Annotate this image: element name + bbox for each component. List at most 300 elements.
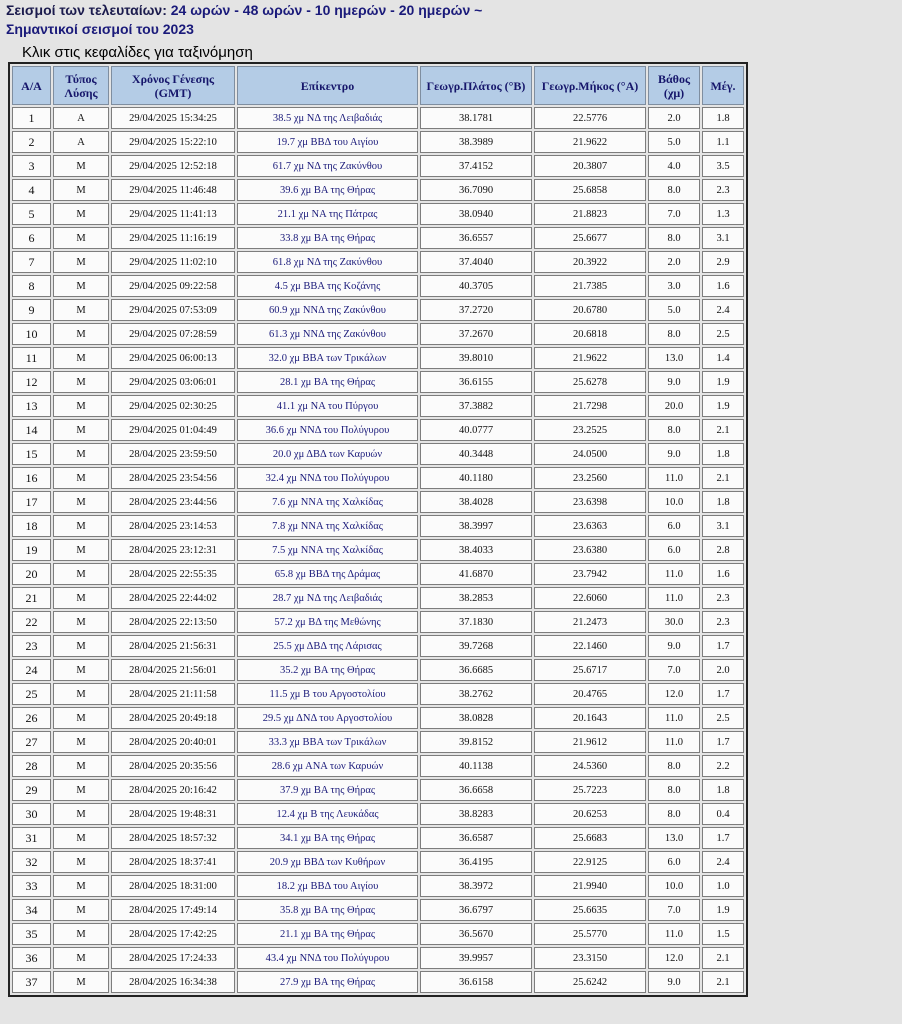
cell-depth: 8.0 <box>648 227 700 249</box>
cell-latitude: 36.4195 <box>420 851 532 873</box>
cell-aa: 14 <box>12 419 51 441</box>
cell-magnitude: 1.7 <box>702 683 744 705</box>
cell-depth: 8.0 <box>648 179 700 201</box>
cell-longitude: 25.7223 <box>534 779 646 801</box>
cell-origin-time: 28/04/2025 16:34:38 <box>111 971 235 993</box>
cell-latitude: 38.2762 <box>420 683 532 705</box>
cell-longitude: 22.1460 <box>534 635 646 657</box>
cell-longitude: 21.9940 <box>534 875 646 897</box>
cell-epicenter[interactable]: 4.5 χμ ΒΒΑ της Κοζάνης <box>237 275 418 297</box>
cell-solution-type: M <box>53 155 109 177</box>
cell-solution-type: M <box>53 899 109 921</box>
cell-epicenter[interactable]: 11.5 χμ Β του Αργοστολίου <box>237 683 418 705</box>
cell-origin-time: 28/04/2025 20:35:56 <box>111 755 235 777</box>
cell-depth: 11.0 <box>648 923 700 945</box>
cell-latitude: 37.2670 <box>420 323 532 345</box>
table-row <box>12 467 744 489</box>
header-depth[interactable]: Βάθος (χμ) <box>648 66 700 105</box>
cell-aa: 6 <box>12 227 51 249</box>
cell-origin-time: 28/04/2025 22:13:50 <box>111 611 235 633</box>
cell-magnitude: 2.4 <box>702 299 744 321</box>
cell-aa: 29 <box>12 779 51 801</box>
table-row <box>12 563 744 585</box>
cell-depth: 10.0 <box>648 875 700 897</box>
table-row <box>12 419 744 441</box>
cell-latitude: 36.6658 <box>420 779 532 801</box>
cell-latitude: 38.1781 <box>420 107 532 129</box>
cell-epicenter[interactable]: 21.1 χμ ΝΑ της Πάτρας <box>237 203 418 225</box>
cell-magnitude: 1.6 <box>702 563 744 585</box>
cell-origin-time: 29/04/2025 11:41:13 <box>111 203 235 225</box>
cell-longitude: 23.2560 <box>534 467 646 489</box>
cell-aa: 2 <box>12 131 51 153</box>
cell-origin-time: 29/04/2025 02:30:25 <box>111 395 235 417</box>
cell-epicenter[interactable]: 28.7 χμ ΝΔ της Λειβαδιάς <box>237 587 418 609</box>
link-24-hours[interactable]: 24 ωρών <box>170 2 231 18</box>
cell-latitude: 36.6685 <box>420 659 532 681</box>
cell-aa: 25 <box>12 683 51 705</box>
cell-aa: 23 <box>12 635 51 657</box>
cell-longitude: 24.5360 <box>534 755 646 777</box>
cell-longitude: 20.3922 <box>534 251 646 273</box>
cell-longitude: 20.4765 <box>534 683 646 705</box>
cell-solution-type: M <box>53 875 109 897</box>
cell-depth: 2.0 <box>648 251 700 273</box>
cell-solution-type: M <box>53 755 109 777</box>
cell-latitude: 36.7090 <box>420 179 532 201</box>
cell-epicenter[interactable]: 28.6 χμ ΑΝΑ των Καρυών <box>237 755 418 777</box>
table-row <box>12 395 744 417</box>
cell-magnitude: 2.1 <box>702 419 744 441</box>
cell-aa: 35 <box>12 923 51 945</box>
cell-magnitude: 1.1 <box>702 131 744 153</box>
cell-aa: 37 <box>12 971 51 993</box>
cell-latitude: 41.6870 <box>420 563 532 585</box>
cell-origin-time: 28/04/2025 17:24:33 <box>111 947 235 969</box>
cell-solution-type: M <box>53 947 109 969</box>
cell-origin-time: 28/04/2025 18:31:00 <box>111 875 235 897</box>
cell-magnitude: 1.3 <box>702 203 744 225</box>
cell-origin-time: 28/04/2025 20:49:18 <box>111 707 235 729</box>
cell-origin-time: 29/04/2025 12:52:18 <box>111 155 235 177</box>
cell-magnitude: 1.4 <box>702 347 744 369</box>
cell-epicenter[interactable]: 65.8 χμ ΒΒΔ της Δράμας <box>237 563 418 585</box>
cell-longitude: 25.6677 <box>534 227 646 249</box>
cell-magnitude: 1.0 <box>702 875 744 897</box>
cell-longitude: 21.8823 <box>534 203 646 225</box>
cell-magnitude: 1.8 <box>702 779 744 801</box>
cell-depth: 13.0 <box>648 347 700 369</box>
link-10-days[interactable]: 10 ημερών <box>314 2 387 18</box>
cell-magnitude: 3.5 <box>702 155 744 177</box>
table-row <box>12 347 744 369</box>
cell-latitude: 37.1830 <box>420 611 532 633</box>
cell-origin-time: 28/04/2025 20:16:42 <box>111 779 235 801</box>
cell-depth: 20.0 <box>648 395 700 417</box>
cell-longitude: 25.6278 <box>534 371 646 393</box>
table-row <box>12 539 744 561</box>
cell-solution-type: M <box>53 923 109 945</box>
cell-magnitude: 1.7 <box>702 827 744 849</box>
cell-solution-type: M <box>53 827 109 849</box>
cell-latitude: 37.3882 <box>420 395 532 417</box>
cell-longitude: 24.0500 <box>534 443 646 465</box>
earthquake-table <box>8 62 748 997</box>
header-latitude[interactable]: Γεωγρ.Πλάτος (°B) <box>420 66 532 105</box>
cell-latitude: 38.3997 <box>420 515 532 537</box>
cell-depth: 6.0 <box>648 515 700 537</box>
cell-latitude: 37.4152 <box>420 155 532 177</box>
cell-longitude: 25.6858 <box>534 179 646 201</box>
cell-origin-time: 29/04/2025 07:28:59 <box>111 323 235 345</box>
cell-epicenter[interactable]: 7.5 χμ ΝΝΑ της Χαλκίδας <box>237 539 418 561</box>
cell-magnitude: 2.0 <box>702 659 744 681</box>
cell-longitude: 25.5770 <box>534 923 646 945</box>
cell-solution-type: M <box>53 611 109 633</box>
cell-latitude: 36.6587 <box>420 827 532 849</box>
cell-aa: 32 <box>12 851 51 873</box>
cell-epicenter[interactable]: 37.9 χμ ΒΑ της Θήρας <box>237 779 418 801</box>
cell-longitude: 23.7942 <box>534 563 646 585</box>
cell-solution-type: M <box>53 587 109 609</box>
header-aa[interactable]: Α/Α <box>12 66 51 105</box>
cell-magnitude: 1.6 <box>702 275 744 297</box>
separator: - <box>230 2 243 18</box>
cell-solution-type: M <box>53 539 109 561</box>
cell-depth: 13.0 <box>648 827 700 849</box>
time-range-lead: Σεισμοί των τελευταίων: <box>6 2 167 18</box>
cell-epicenter[interactable]: 19.7 χμ ΒΒΔ του Αιγίου <box>237 131 418 153</box>
cell-aa: 18 <box>12 515 51 537</box>
cell-depth: 6.0 <box>648 539 700 561</box>
cell-magnitude: 1.9 <box>702 899 744 921</box>
table-row <box>12 515 744 537</box>
cell-origin-time: 28/04/2025 19:48:31 <box>111 803 235 825</box>
cell-solution-type: M <box>53 251 109 273</box>
table-row <box>12 635 744 657</box>
cell-origin-time: 29/04/2025 11:16:19 <box>111 227 235 249</box>
cell-depth: 7.0 <box>648 899 700 921</box>
cell-latitude: 36.6155 <box>420 371 532 393</box>
cell-solution-type: A <box>53 107 109 129</box>
cell-origin-time: 28/04/2025 21:56:31 <box>111 635 235 657</box>
cell-aa: 19 <box>12 539 51 561</box>
cell-depth: 6.0 <box>648 851 700 873</box>
cell-origin-time: 28/04/2025 21:11:58 <box>111 683 235 705</box>
cell-aa: 12 <box>12 371 51 393</box>
cell-epicenter[interactable]: 18.2 χμ ΒΒΔ του Αιγίου <box>237 875 418 897</box>
cell-epicenter[interactable]: 61.7 χμ ΝΔ της Ζακύνθου <box>237 155 418 177</box>
cell-magnitude: 2.8 <box>702 539 744 561</box>
cell-solution-type: M <box>53 635 109 657</box>
cell-origin-time: 29/04/2025 09:22:58 <box>111 275 235 297</box>
cell-latitude: 38.2853 <box>420 587 532 609</box>
cell-latitude: 38.0828 <box>420 707 532 729</box>
cell-magnitude: 2.9 <box>702 251 744 273</box>
cell-origin-time: 29/04/2025 11:46:48 <box>111 179 235 201</box>
cell-magnitude: 1.9 <box>702 395 744 417</box>
cell-magnitude: 2.1 <box>702 947 744 969</box>
cell-magnitude: 1.8 <box>702 443 744 465</box>
table-row <box>12 587 744 609</box>
cell-depth: 8.0 <box>648 755 700 777</box>
table-row <box>12 851 744 873</box>
cell-epicenter[interactable]: 39.6 χμ ΒΑ της Θήρας <box>237 179 418 201</box>
cell-solution-type: M <box>53 275 109 297</box>
cell-magnitude: 2.4 <box>702 851 744 873</box>
cell-solution-type: M <box>53 707 109 729</box>
cell-solution-type: M <box>53 395 109 417</box>
cell-depth: 8.0 <box>648 323 700 345</box>
cell-epicenter[interactable]: 32.0 χμ ΒΒΑ των Τρικάλων <box>237 347 418 369</box>
cell-depth: 30.0 <box>648 611 700 633</box>
table-row <box>12 611 744 633</box>
cell-solution-type: M <box>53 683 109 705</box>
table-row <box>12 731 744 753</box>
cell-epicenter[interactable]: 61.3 χμ ΝΝΔ της Ζακύνθου <box>237 323 418 345</box>
cell-magnitude: 1.9 <box>702 371 744 393</box>
cell-latitude: 37.2720 <box>420 299 532 321</box>
cell-origin-time: 29/04/2025 03:06:01 <box>111 371 235 393</box>
cell-aa: 36 <box>12 947 51 969</box>
cell-epicenter[interactable]: 20.0 χμ ΔΒΔ των Καρυών <box>237 443 418 465</box>
cell-origin-time: 28/04/2025 20:40:01 <box>111 731 235 753</box>
cell-longitude: 21.7298 <box>534 395 646 417</box>
cell-solution-type: M <box>53 227 109 249</box>
cell-aa: 1 <box>12 107 51 129</box>
cell-longitude: 23.2525 <box>534 419 646 441</box>
cell-origin-time: 29/04/2025 15:34:25 <box>111 107 235 129</box>
table-row <box>12 323 744 345</box>
cell-latitude: 40.3705 <box>420 275 532 297</box>
table-body <box>12 107 744 993</box>
cell-origin-time: 29/04/2025 15:22:10 <box>111 131 235 153</box>
table-row <box>12 899 744 921</box>
cell-solution-type: M <box>53 467 109 489</box>
cell-depth: 5.0 <box>648 131 700 153</box>
cell-aa: 3 <box>12 155 51 177</box>
cell-origin-time: 29/04/2025 07:53:09 <box>111 299 235 321</box>
cell-aa: 20 <box>12 563 51 585</box>
sort-hint: Κλικ στις κεφαλίδες για ταξινόμηση <box>22 44 253 61</box>
cell-depth: 8.0 <box>648 419 700 441</box>
cell-epicenter[interactable]: 33.3 χμ ΒΒΑ των Τρικάλων <box>237 731 418 753</box>
cell-longitude: 21.9622 <box>534 347 646 369</box>
cell-aa: 5 <box>12 203 51 225</box>
cell-longitude: 20.6253 <box>534 803 646 825</box>
cell-depth: 11.0 <box>648 731 700 753</box>
cell-latitude: 36.5670 <box>420 923 532 945</box>
cell-epicenter[interactable]: 35.8 χμ ΒΑ της Θήρας <box>237 899 418 921</box>
cell-solution-type: M <box>53 203 109 225</box>
cell-longitude: 23.6380 <box>534 539 646 561</box>
cell-origin-time: 28/04/2025 23:14:53 <box>111 515 235 537</box>
cell-origin-time: 29/04/2025 11:02:10 <box>111 251 235 273</box>
cell-epicenter[interactable]: 61.8 χμ ΝΔ της Ζακύνθου <box>237 251 418 273</box>
cell-magnitude: 3.1 <box>702 227 744 249</box>
link-20-days[interactable]: 20 ημερών <box>398 2 471 18</box>
table-row <box>12 203 744 225</box>
table-row <box>12 299 744 321</box>
table-header-row <box>12 66 744 105</box>
cell-solution-type: M <box>53 323 109 345</box>
cell-epicenter[interactable]: 60.9 χμ ΝΝΔ της Ζακύνθου <box>237 299 418 321</box>
cell-longitude: 23.3150 <box>534 947 646 969</box>
header-magnitude[interactable]: Μέγ. <box>702 66 744 105</box>
cell-depth: 11.0 <box>648 587 700 609</box>
cell-origin-time: 28/04/2025 23:44:56 <box>111 491 235 513</box>
table-row <box>12 227 744 249</box>
cell-aa: 9 <box>12 299 51 321</box>
cell-magnitude: 1.8 <box>702 491 744 513</box>
cell-solution-type: M <box>53 179 109 201</box>
cell-latitude: 40.1180 <box>420 467 532 489</box>
cell-longitude: 20.3807 <box>534 155 646 177</box>
cell-magnitude: 1.5 <box>702 923 744 945</box>
cell-latitude: 38.3972 <box>420 875 532 897</box>
cell-aa: 34 <box>12 899 51 921</box>
cell-longitude: 23.6363 <box>534 515 646 537</box>
cell-aa: 26 <box>12 707 51 729</box>
cell-magnitude: 1.7 <box>702 635 744 657</box>
cell-aa: 31 <box>12 827 51 849</box>
cell-depth: 12.0 <box>648 683 700 705</box>
cell-longitude: 21.2473 <box>534 611 646 633</box>
cell-solution-type: M <box>53 515 109 537</box>
cell-solution-type: M <box>53 371 109 393</box>
cell-depth: 2.0 <box>648 107 700 129</box>
cell-latitude: 38.8283 <box>420 803 532 825</box>
cell-latitude: 39.8010 <box>420 347 532 369</box>
cell-magnitude: 1.8 <box>702 107 744 129</box>
cell-epicenter[interactable]: 12.4 χμ Β της Λευκάδας <box>237 803 418 825</box>
header-epicenter[interactable]: Επίκεντρο <box>237 66 418 105</box>
cell-magnitude: 2.5 <box>702 323 744 345</box>
cell-origin-time: 28/04/2025 21:56:01 <box>111 659 235 681</box>
table-row <box>12 107 744 129</box>
cell-solution-type: M <box>53 347 109 369</box>
cell-depth: 9.0 <box>648 971 700 993</box>
cell-magnitude: 2.2 <box>702 755 744 777</box>
cell-epicenter[interactable]: 28.1 χμ ΒΑ της Θήρας <box>237 371 418 393</box>
cell-epicenter[interactable]: 36.6 χμ ΝΝΔ του Πολύγυρου <box>237 419 418 441</box>
cell-origin-time: 28/04/2025 23:59:50 <box>111 443 235 465</box>
cell-epicenter[interactable]: 35.2 χμ ΒΑ της Θήρας <box>237 659 418 681</box>
table-row <box>12 923 744 945</box>
cell-epicenter[interactable]: 21.1 χμ ΒΑ της Θήρας <box>237 923 418 945</box>
cell-solution-type: M <box>53 779 109 801</box>
cell-aa: 15 <box>12 443 51 465</box>
cell-epicenter[interactable]: 43.4 χμ ΝΝΔ του Πολύγυρου <box>237 947 418 969</box>
table-row <box>12 875 744 897</box>
cell-depth: 9.0 <box>648 635 700 657</box>
table-row <box>12 491 744 513</box>
cell-epicenter[interactable]: 25.5 χμ ΔΒΔ της Λάρισας <box>237 635 418 657</box>
cell-origin-time: 28/04/2025 22:44:02 <box>111 587 235 609</box>
time-range-nav <box>6 2 482 18</box>
cell-origin-time: 28/04/2025 17:49:14 <box>111 899 235 921</box>
cell-origin-time: 29/04/2025 06:00:13 <box>111 347 235 369</box>
cell-aa: 21 <box>12 587 51 609</box>
cell-depth: 7.0 <box>648 659 700 681</box>
cell-magnitude: 2.1 <box>702 467 744 489</box>
cell-solution-type: M <box>53 419 109 441</box>
header-origin-time[interactable]: Χρόνος Γένεσης (GMT) <box>111 66 235 105</box>
cell-solution-type: M <box>53 563 109 585</box>
separator: - <box>302 2 315 18</box>
cell-origin-time: 28/04/2025 23:12:31 <box>111 539 235 561</box>
cell-longitude: 25.6683 <box>534 827 646 849</box>
cell-aa: 27 <box>12 731 51 753</box>
cell-solution-type: A <box>53 131 109 153</box>
table-row <box>12 371 744 393</box>
cell-epicenter[interactable]: 34.1 χμ ΒΑ της Θήρας <box>237 827 418 849</box>
cell-latitude: 38.4028 <box>420 491 532 513</box>
significant-earthquakes-link[interactable]: Σημαντικοί σεισμοί του 2023 <box>6 21 194 37</box>
cell-solution-type: M <box>53 971 109 993</box>
cell-aa: 24 <box>12 659 51 681</box>
link-48-hours[interactable]: 48 ωρών <box>242 2 303 18</box>
cell-latitude: 38.4033 <box>420 539 532 561</box>
cell-epicenter[interactable]: 33.8 χμ ΒΑ της Θήρας <box>237 227 418 249</box>
cell-depth: 11.0 <box>648 563 700 585</box>
cell-aa: 13 <box>12 395 51 417</box>
cell-depth: 11.0 <box>648 467 700 489</box>
table-row <box>12 251 744 273</box>
cell-epicenter[interactable]: 57.2 χμ ΒΔ της Μεθώνης <box>237 611 418 633</box>
cell-origin-time: 28/04/2025 22:55:35 <box>111 563 235 585</box>
cell-aa: 7 <box>12 251 51 273</box>
header-longitude[interactable]: Γεωγρ.Μήκος (°A) <box>534 66 646 105</box>
cell-depth: 9.0 <box>648 443 700 465</box>
cell-longitude: 25.6717 <box>534 659 646 681</box>
cell-aa: 30 <box>12 803 51 825</box>
cell-longitude: 21.9622 <box>534 131 646 153</box>
cell-solution-type: M <box>53 731 109 753</box>
cell-longitude: 21.7385 <box>534 275 646 297</box>
cell-solution-type: M <box>53 803 109 825</box>
cell-epicenter[interactable]: 32.4 χμ ΝΝΔ του Πολύγυρου <box>237 467 418 489</box>
cell-depth: 5.0 <box>648 299 700 321</box>
cell-epicenter[interactable]: 38.5 χμ ΝΔ της Λειβαδιάς <box>237 107 418 129</box>
cell-aa: 17 <box>12 491 51 513</box>
cell-magnitude: 2.3 <box>702 587 744 609</box>
cell-depth: 11.0 <box>648 707 700 729</box>
cell-depth: 8.0 <box>648 779 700 801</box>
cell-origin-time: 28/04/2025 23:54:56 <box>111 467 235 489</box>
cell-epicenter[interactable]: 29.5 χμ ΔΝΔ του Αργοστολίου <box>237 707 418 729</box>
table-row <box>12 707 744 729</box>
cell-depth: 3.0 <box>648 275 700 297</box>
cell-longitude: 23.6398 <box>534 491 646 513</box>
cell-epicenter[interactable]: 20.9 χμ ΒΒΔ των Κυθήρων <box>237 851 418 873</box>
cell-latitude: 36.6158 <box>420 971 532 993</box>
cell-aa: 33 <box>12 875 51 897</box>
table-row <box>12 779 744 801</box>
cell-longitude: 22.9125 <box>534 851 646 873</box>
cell-solution-type: M <box>53 299 109 321</box>
cell-epicenter[interactable]: 27.9 χμ ΒΑ της Θήρας <box>237 971 418 993</box>
cell-aa: 16 <box>12 467 51 489</box>
cell-epicenter[interactable]: 41.1 χμ ΝΑ του Πύργου <box>237 395 418 417</box>
cell-epicenter[interactable]: 7.8 χμ ΝΝΑ της Χαλκίδας <box>237 515 418 537</box>
cell-epicenter[interactable]: 7.6 χμ ΝΝΑ της Χαλκίδας <box>237 491 418 513</box>
cell-aa: 22 <box>12 611 51 633</box>
cell-solution-type: M <box>53 443 109 465</box>
header-solution-type[interactable]: Τύπος Λύσης <box>53 66 109 105</box>
cell-depth: 7.0 <box>648 203 700 225</box>
cell-solution-type: M <box>53 851 109 873</box>
